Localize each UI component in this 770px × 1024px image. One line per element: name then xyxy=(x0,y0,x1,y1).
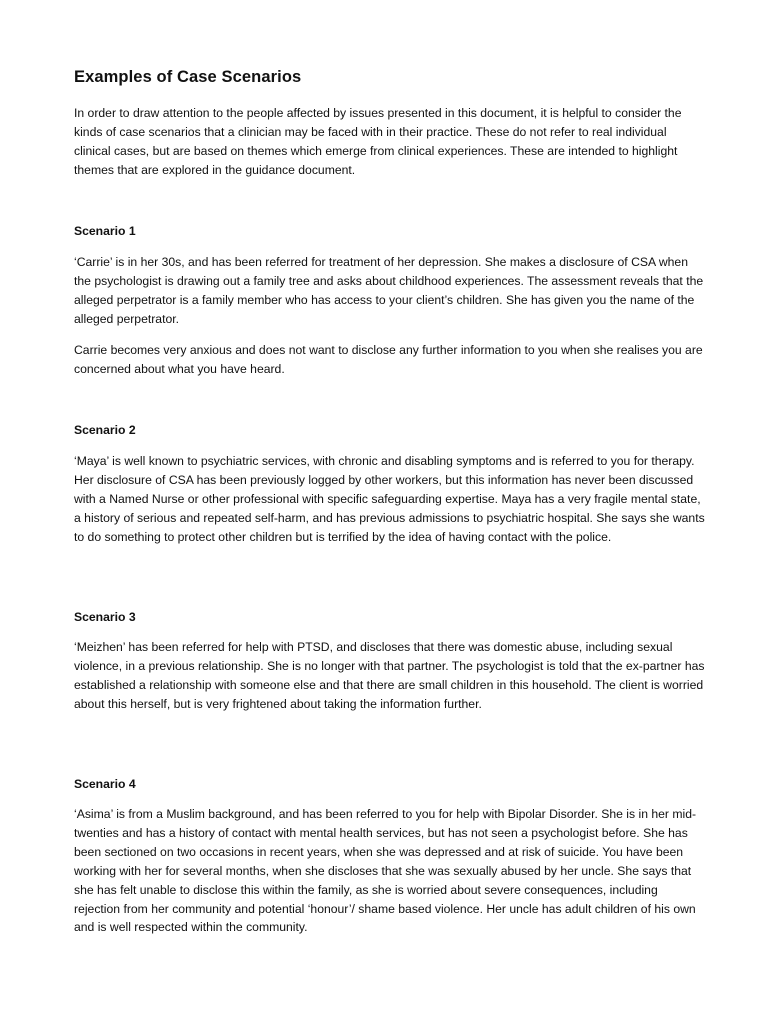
scenario-2-heading: Scenario 2 xyxy=(74,423,136,437)
scenario-1-paragraph-1: ‘Carrie’ is in her 30s, and has been referred for treatment of her depression. She makes a disclosure of CSA when the psychologist is drawing out a family tree and asks about childhood experiences. The assessment reveals that the alleged perpetrator is a family member who has access to your client’s children. She has given you the name of the alleged perpetrator. xyxy=(74,255,704,326)
scenario-2-paragraph-1: ‘Maya’ is well known to psychiatric services, with chronic and disabling symptoms and is referred to you for therapy. Her disclosure of CSA has been previously logged by other workers, but this information has never been discussed with a Named Nurse or other professional with specific safeguarding expertise. Maya has a very fragile mental state, a history of serious and repeated self-harm, and has previous admissions to psychiatric hospital. She says she wants to do something to protect other children but is terrified by the idea of having contact with the police. xyxy=(74,454,705,544)
intro-paragraph: In order to draw attention to the people affected by issues presented in this document, it is helpful to consider the kinds of case scenarios that a clinician may be faced with in their practice. These do not refer to real individual clinical cases, but are based on themes which emerge from clinical experiences. These are intended to highlight themes that are explored in the guidance document. xyxy=(74,106,682,177)
scenario-3-heading: Scenario 3 xyxy=(74,610,136,624)
scenario-1-heading: Scenario 1 xyxy=(74,224,136,238)
scenario-3-paragraph-1: ‘Meizhen’ has been referred for help with PTSD, and discloses that there was domestic abuse, including sexual violence, in a previous relationship. She is no longer with that partner. The psychologist is told that the ex-partner has established a relationship with someone else and that there are small children in this household. The client is worried about this herself, but is very frightened about taking the information further. xyxy=(74,640,705,711)
page-title: Examples of Case Scenarios xyxy=(74,68,302,86)
scenario-4-heading: Scenario 4 xyxy=(74,777,136,791)
scenario-4-paragraph-1: ‘Asima’ is from a Muslim background, and has been referred to you for help with Bipolar Disorder. She is in her mid-twenties and has a history of contact with mental health services, but has not seen a psychologist before. She has been sectioned on two occasions in recent years, when she was depressed and at risk of suicide. You have been working with her for several months, when she discloses that she was sexually abused by her uncle. She says that she has felt unable to disclose this within the family, as she is worried about severe consequences, including rejection from her community and potential ‘honour’/ shame based violence. Her uncle has adult children of his own and is well respected within the community. xyxy=(74,807,697,935)
scenario-1-paragraph-2: Carrie becomes very anxious and does not want to disclose any further information to you when she realises you are concerned about what you have heard. xyxy=(74,343,703,376)
